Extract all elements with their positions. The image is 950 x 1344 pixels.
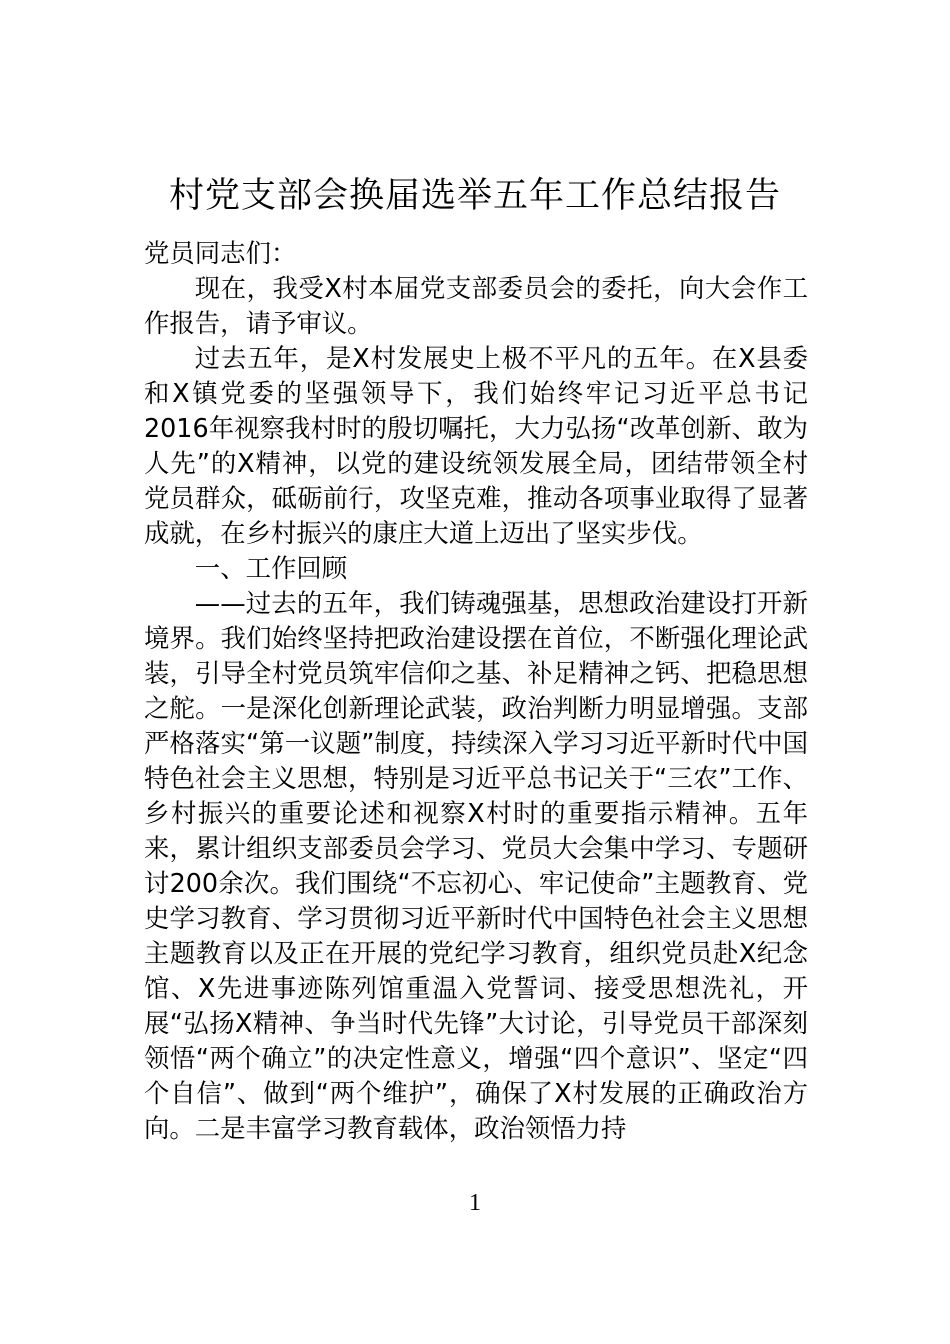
page-number: 1 <box>469 1190 481 1216</box>
paragraph-past-five-years: 过去五年，是X村发展史上极不平凡的五年。在X县委和X镇党委的坚强领导下，我们始终牢记习近平总书记2016年视察我村时的殷切嘱托，大力弘扬“改革创新、敢为人先”的X精神，以党的建设统领发展全局，团结带领全村党员群众，砥砺前行，攻坚克难，推动各项事业取得了显著成就，在乡村振兴的康庄大道上迈出了坚实步伐。 <box>144 343 808 548</box>
document-body <box>144 236 808 1146</box>
section-heading: 一、工作回顾 <box>194 553 348 583</box>
salutation: 党员同志们： <box>144 238 297 268</box>
paragraph-section-one: ——过去的五年，我们铸魂强基，思想政治建设打开新境界。我们始终坚持把政治建设摆在首位，不断强化理论武装，引导全村党员筑牢信仰之基、补足精神之钙、把稳思想之舵。一是深化创新理论武装，政治判断力明显增强。支部严格落实“第一议题”制度，持续深入学习习近平新时代中国特色社会主义思想，特别是习近平总书记关于“三农”工作、乡村振兴的重要论述和视察X村时的重要指示精神。五年来，累计组织支部委员会学习、党员大会集中学习、专题研讨200余次。我们围绕“不忘初心、牢记使命”主题教育、党史学习教育、学习贯彻习近平新时代中国特色社会主义思想主题教育以及正在开展的党纪学习教育，组织党员赴X纪念馆、X先进事迹陈列馆重温入党誓词、接受思想洗礼，开展“弘扬X精神、争当时代先锋”大讨论，引导党员干部深刻领悟“两个确立”的决定性意义，增强“四个意识”、坚定“四个自信”、做到“两个维护”，确保了X村发展的正确政治方向。二是丰富学习教育载体，政治领悟力持 <box>144 588 808 1143</box>
document-title: 村党支部会换届选举五年工作总结报告 <box>168 176 781 216</box>
paragraph-intro: 现在，我受X村本届党支部委员会的委托，向大会作工作报告，请予审议。 <box>144 273 808 338</box>
